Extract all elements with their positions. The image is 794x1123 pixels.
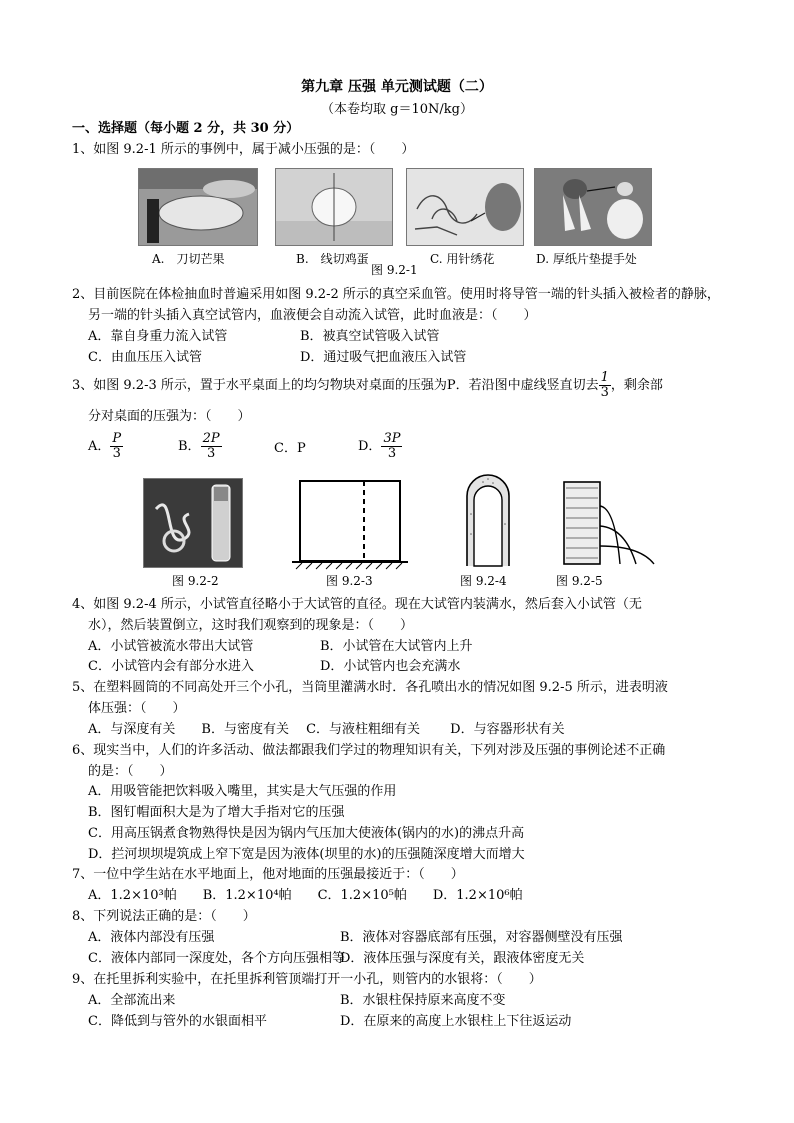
q1-photo-paper-handle xyxy=(534,168,652,246)
section-heading: 一、选择题（每小题 2 分，共 30 分） xyxy=(72,121,300,136)
q2-stem-line1: 2、目前医院在体检抽血时普遍采用如图 9.2-2 所示的真空采血管。使用时将导管一端的针头插入被检者的静脉， xyxy=(72,287,720,302)
q4-stem-line1: 4、如图 9.2-4 所示，小试管直径略小于大试管的直径。现在大试管内装满水，然后套入小试管（无 xyxy=(72,597,642,612)
q5-stem-line2: 体压强：（ ） xyxy=(88,701,186,716)
q6-option-c: C．用高压锅煮食物熟得快是因为锅内气压加大使液体(锅内的水)的沸点升高 xyxy=(88,826,525,841)
q7-options: A．1.2×10³帕 B．1.2×10⁴帕 C．1.2×10⁵帕 D．1.2×10⁶帕 xyxy=(88,888,523,903)
q1-option-a: A. 刀切芒果 xyxy=(152,252,225,266)
q3-stem-line1 xyxy=(72,371,663,400)
q8-stem: 8、下列说法正确的是：（ ） xyxy=(72,909,256,924)
q1-stem: 1、如图 9.2-1 所示的事例中，属于减小压强的是：（ ） xyxy=(72,142,415,157)
q2-option-c: C．由血压压入试管 xyxy=(88,350,202,365)
q1-photo-embroidery xyxy=(406,168,524,246)
q4-option-c: C．小试管内会有部分水进入 xyxy=(88,659,254,674)
q8-option-d: D．液体压强与深度有关，跟液体密度无关 xyxy=(340,951,585,966)
q3-option-a: A． $\frac{P}{3}$ xyxy=(88,431,122,461)
q3-fraction: $\frac{1}{3}$ xyxy=(600,370,609,400)
fig-9-2-2-caption: 图 9.2-2 xyxy=(172,574,219,588)
q6-option-a: A．用吸管能把饮料吸入嘴里，其实是大气压强的作用 xyxy=(88,784,397,799)
q2-option-d: D．通过吸气把血液压入试管 xyxy=(300,350,467,365)
q3-stem-text: 3、如图 9.2-3 所示，置于水平桌面上的均匀物块对桌面的压强为P．若沿图中虚线竖直切去 xyxy=(72,378,599,393)
q6-stem-line2: 的是：（ ） xyxy=(88,764,173,779)
q2-stem-line2: 另一端的针头插入真空试管内，血液便会自动流入试管，此时血液是：（ ） xyxy=(88,308,537,323)
q6-stem-line1: 6、现实当中，人们的许多活动、做法都跟我们学过的物理知识有关，下列对涉及压强的事例论述不正确 xyxy=(72,743,666,758)
q9-option-d: D．在原来的高度上水银柱上下往返运动 xyxy=(340,1014,572,1029)
q6-option-b: B．图钉帽面积大是为了增大手指对它的压强 xyxy=(88,805,345,820)
q2-option-b: B．被真空试管吸入试管 xyxy=(300,329,440,344)
fig-9-2-5-cylinder xyxy=(560,476,660,568)
q4-stem-line2: 水），然后装置倒立，这时我们观察到的现象是：（ ） xyxy=(88,618,414,633)
q8-option-a: A．液体内部没有压强 xyxy=(88,930,215,945)
q8-option-b: B．液体对容器底部有压强，对容器侧壁没有压强 xyxy=(340,930,623,945)
q1-photo-mango xyxy=(138,168,258,246)
q7-stem: 7、一位中学生站在水平地面上，他对地面的压强最接近于：（ ） xyxy=(72,867,464,882)
q4-option-b: B．小试管在大试管内上升 xyxy=(320,639,473,654)
fig-9-2-2-vacuum-tube xyxy=(143,478,243,568)
q3-stem-tail: ，剩余部 xyxy=(610,378,663,393)
q3-option-c: C．P xyxy=(274,441,306,456)
q3-option-d: D． $\frac{3P}{3}$ xyxy=(358,431,401,461)
q4-option-d: D．小试管内也会充满水 xyxy=(320,659,461,674)
fig-9-2-4-caption: 图 9.2-4 xyxy=(460,574,507,588)
q1-option-c: C. 用针绣花 xyxy=(430,252,495,266)
fig-9-2-4-tubes xyxy=(463,474,513,568)
fig-9-2-3-caption: 图 9.2-3 xyxy=(326,574,373,588)
q9-option-c: C．降低到与管外的水银面相平 xyxy=(88,1014,267,1029)
q1-figure-caption: 图 9.2-1 xyxy=(371,263,418,277)
fig-9-2-5-caption: 图 9.2-5 xyxy=(556,574,603,588)
q9-stem: 9、在托里拆利实验中，在托里拆利管顶端打开一小孔，则管内的水银将：（ ） xyxy=(72,972,542,987)
q8-option-c: C．液体内部同一深度处，各个方向压强相等 xyxy=(88,951,345,966)
q3-stem-line2: 分对桌面的压强为：（ ） xyxy=(88,409,251,424)
q9-option-a: A．全部流出来 xyxy=(88,993,176,1008)
q1-photo-egg xyxy=(275,168,393,246)
q1-option-b: B. 线切鸡蛋 xyxy=(296,252,369,266)
q1-option-d: D. 厚纸片垫提手处 xyxy=(536,252,637,266)
page-subtitle: （本卷均取 g＝10N/kg） xyxy=(321,102,473,117)
q9-option-b: B．水银柱保持原来高度不变 xyxy=(340,993,506,1008)
fig-9-2-3-block xyxy=(292,478,410,570)
q5-stem-line1: 5、在塑料圆筒的不同高处开三个小孔，当筒里灌满水时．各孔喷出水的情况如图 9.2-5 所示，进表明液 xyxy=(72,680,668,695)
q3-option-b: B． $\frac{2P}{3}$ xyxy=(178,431,220,461)
q4-option-a: A．小试管被流水带出大试管 xyxy=(88,639,254,654)
q5-options: A．与深度有关 B．与密度有关 C．与液柱粗细有关 D．与容器形状有关 xyxy=(88,722,565,737)
page-title: 第九章 压强 单元测试题（二） xyxy=(301,79,493,95)
q2-option-a: A．靠自身重力流入试管 xyxy=(88,329,228,344)
q6-option-d: D．拦河坝坝堤筑成上窄下宽是因为液体(坝里的水)的压强随深度增大而增大 xyxy=(88,847,525,862)
